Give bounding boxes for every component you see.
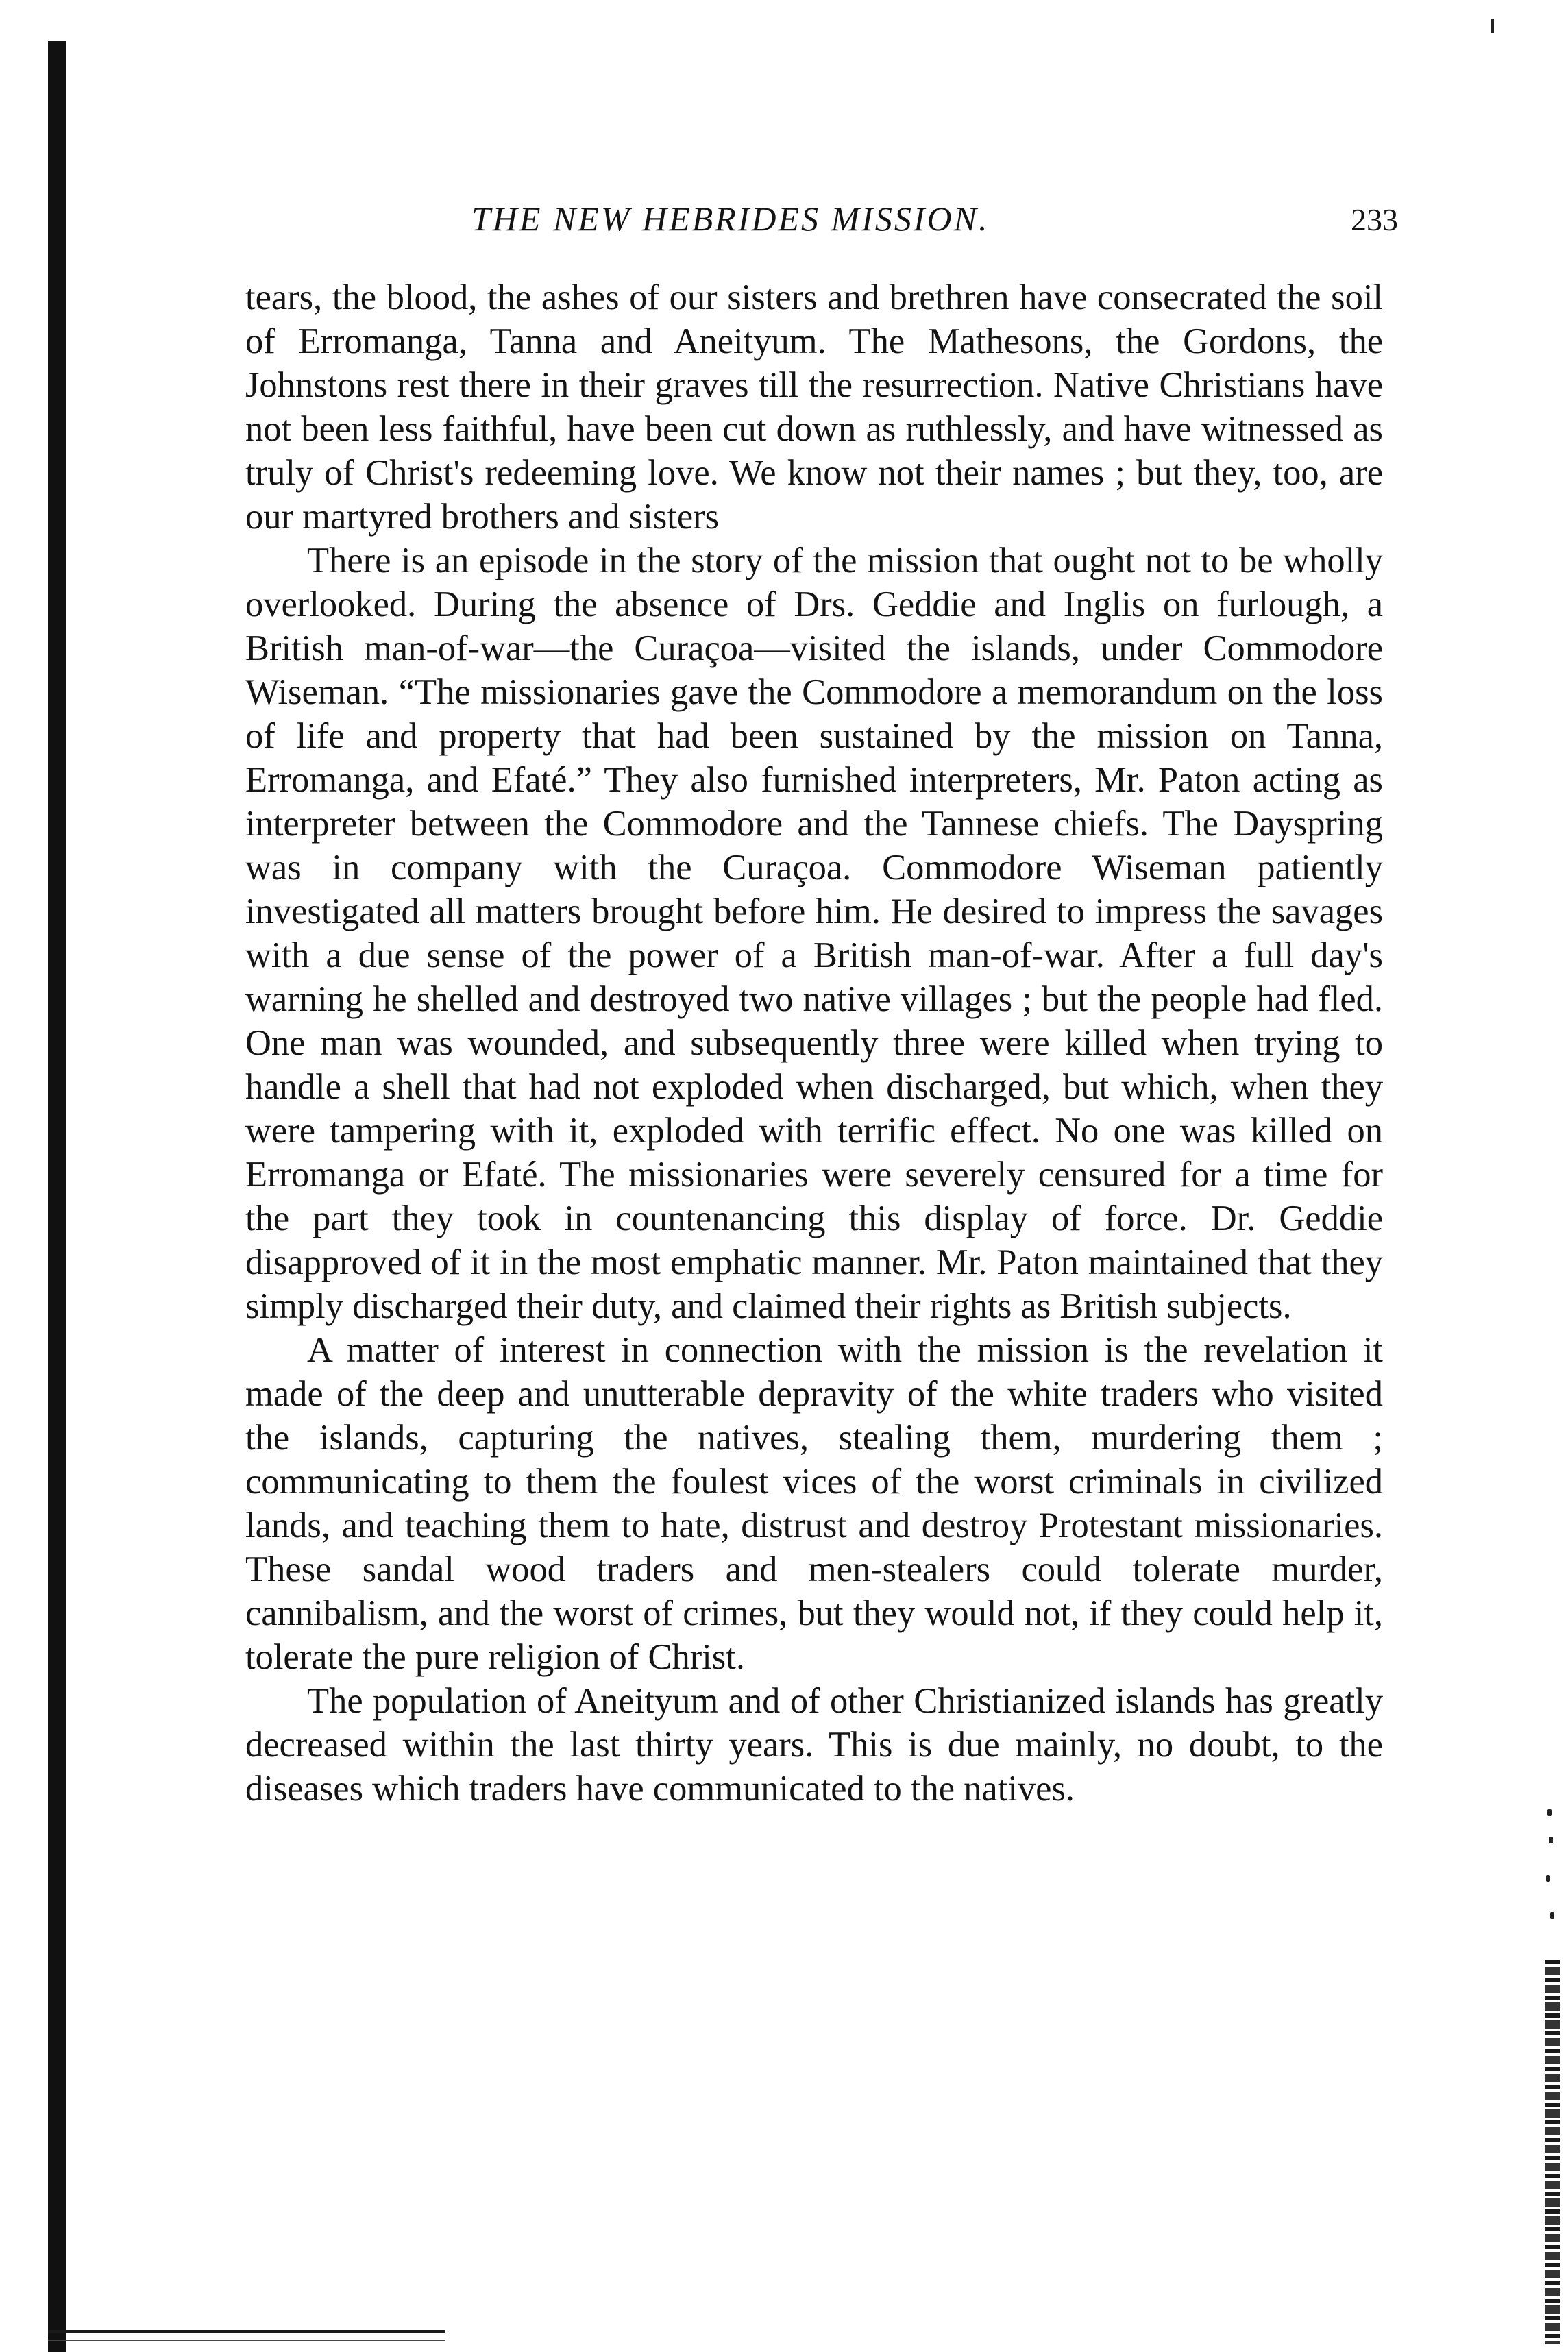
- running-header: [247, 199, 1398, 247]
- binding-shadow: [48, 41, 66, 2352]
- paragraph: The population of Aneityum and of other Christianized islands has greatly decreased within the last thirty years. This is due mainly, no doubt, to the diseases which traders have communicated to the natives.: [245, 1681, 1383, 1809]
- page-edge-rule: [48, 2330, 445, 2333]
- body-text: [245, 275, 1383, 1811]
- paragraph: tears, the blood, the ashes of our sisters and brethren have consecrated the soil of Erromanga, Tanna and Aneityum. The Mathesons, the Gordons, the Johnstons rest there in their graves till the resurrection. Native Christians have not been less faithful, have been cut down as ruthlessly, and have witnessed as truly of Christ's redeeming love. We know not their names ; but they, too, are our martyred brothers and sisters: [245, 278, 1383, 537]
- page-number: 233: [1351, 202, 1398, 237]
- running-title: THE NEW HEBRIDES MISSION.: [471, 199, 990, 238]
- paragraph: There is an episode in the story of the mission that ought not to be wholly overlooked. During the absence of Drs. Geddie and Inglis on furlough, a British man-of-war—the Curaçoa—visited the islands, under Commodore Wiseman. “The missionaries gave the Commodore a memorandum on the loss of life and property that had been sustained by the mission on Tanna, Erromanga, and Efaté.” They also furnished interpreters, Mr. Paton acting as interpreter between the Commodore and the Tannese chiefs. The Dayspring was in company with the Curaçoa. Commodore Wiseman patiently investigated all matters brought before him. He desired to impress the savages with a due sense of the power of a British man-of-war. After a full day's warning he shelled and destroyed two native villages ; but the people had fled. One man was wounded, and subsequently three were killed when trying to handle a shell that had not exploded when discharged, but which, when they were tampering with it, exploded with terrific effect. No one was killed on Erromanga or Efaté. The missionaries were severely censured for a time for the part they took in countenancing this display of force. Dr. Geddie disapproved of it in the most emphatic manner. Mr. Paton maintained that they simply discharged their duty, and claimed their rights as British subjects.: [245, 541, 1383, 1326]
- scan-mark: [1491, 19, 1494, 33]
- page-edge-rule-thin: [48, 2340, 445, 2341]
- page-edge-strip: [1545, 1960, 1560, 2344]
- page-edge-specks: [1541, 1809, 1561, 1946]
- paragraph: A matter of interest in connection with the mission is the revelation it made of the deep and unutterable depravity of the white traders who visited the islands, capturing the natives, stealing them, murdering them ; communicating to them the foulest vices of the worst criminals in civilized lands, and teaching them to hate, distrust and destroy Protestant missionaries. These sandal wood traders and men-stealers could tolerate murder, cannibalism, and the worst of crimes, but they would not, if they could help it, tolerate the pure religion of Christ.: [245, 1330, 1383, 1677]
